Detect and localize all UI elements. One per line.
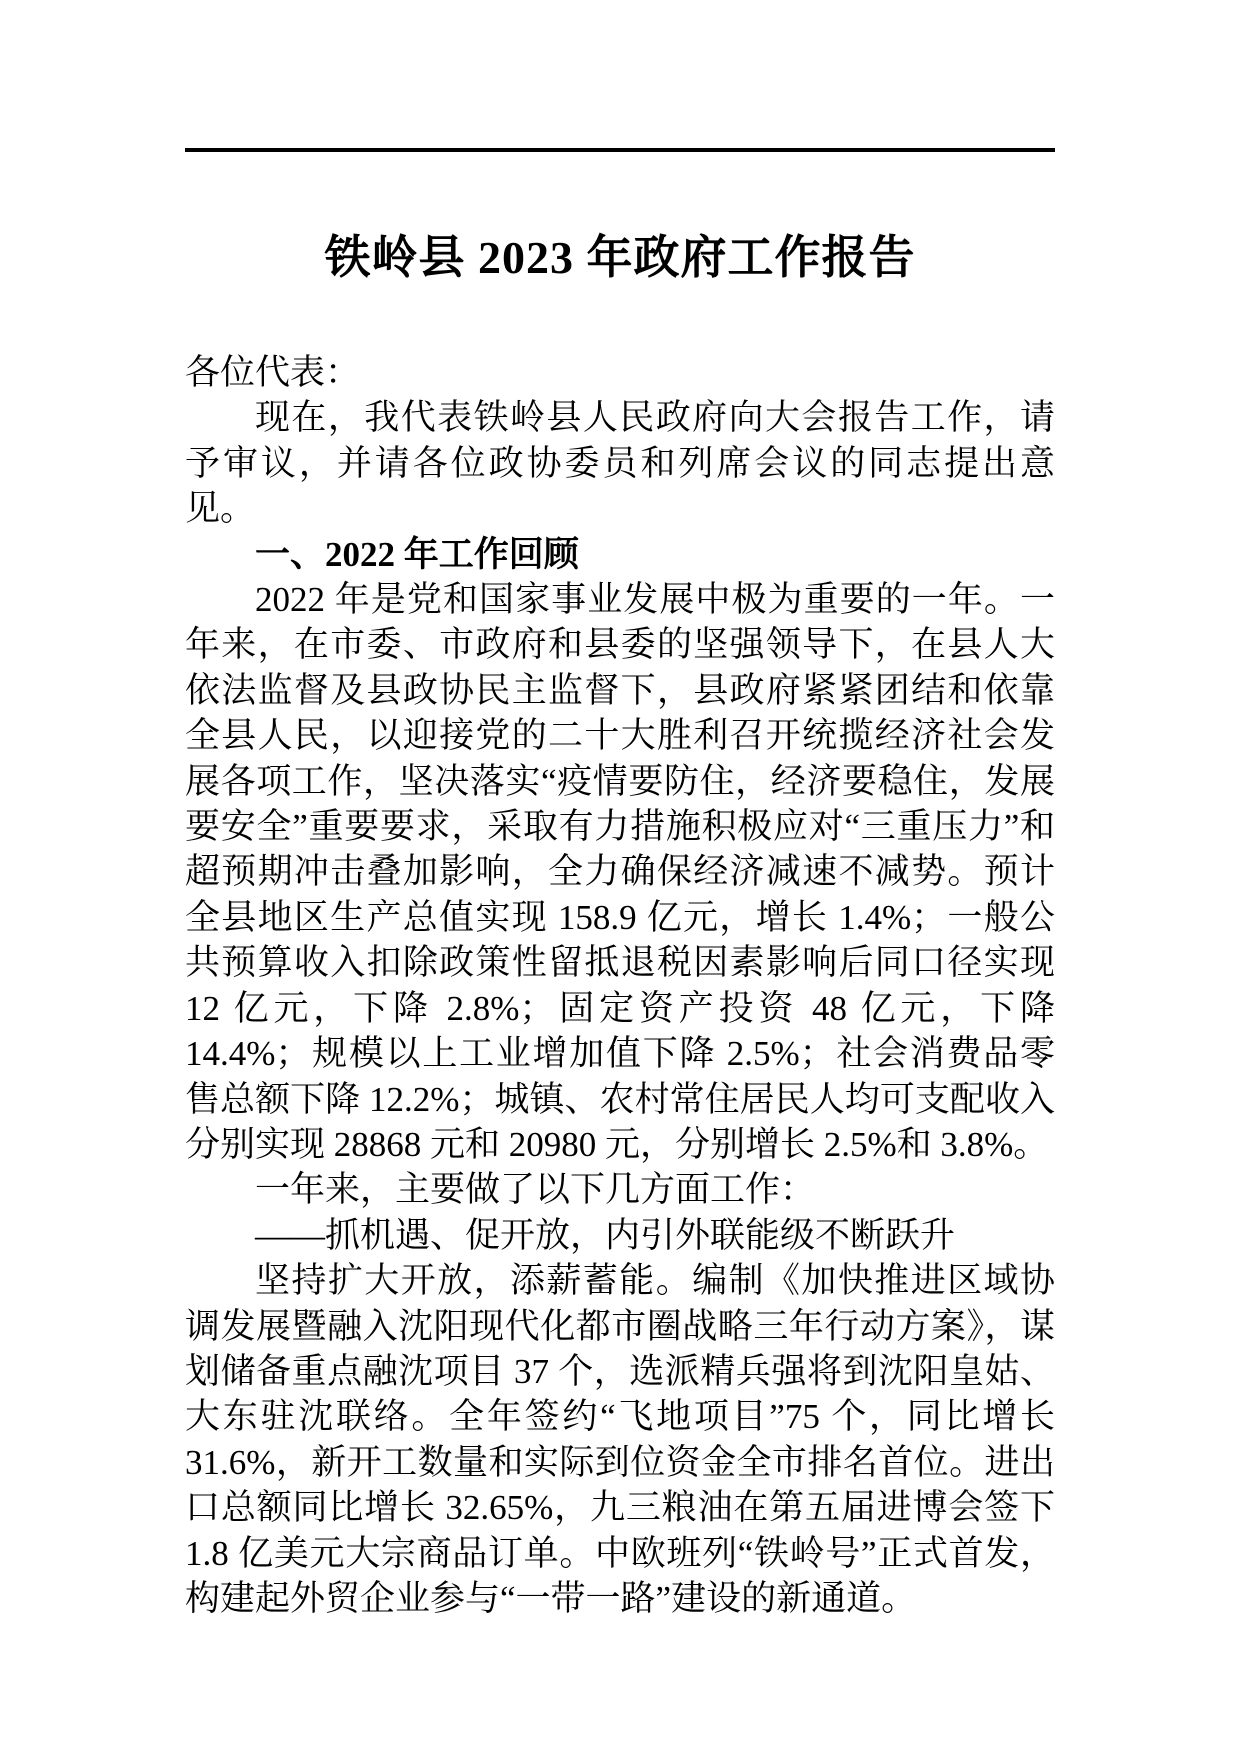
- paragraph-intro: 现在，我代表铁岭县人民政府向大会报告工作，请予审议，并请各位政协委员和列席会议的同志提出意见。: [185, 398, 1055, 529]
- sub-heading-opening-up: ——抓机遇、促开放，内引外联能级不断跃升: [255, 1215, 956, 1255]
- paragraph-work-lead-in: 一年来，主要做了以下几方面工作：: [255, 1170, 816, 1210]
- paragraph-economic-summary: 2022 年是党和国家事业发展中极为重要的一年。一年来，在市委、市政府和县委的坚强领导下，在县人大依法监督及县政协民主监督下，县政府紧紧团结和依靠全县人民，以迎接党的二十大胜利召开统揽经济社会发展各项工作，坚决落实“疫情要防住，经济要稳住，发展要安全”重要要求，采取有力措施积极应对“三重压力”和超预期冲击叠加影响，全力确保经济减速不减势。预计全县地区生产总值实现 158.9 亿元，增长 1.4%；一般公共预算收入扣除政策性留抵退税因素影响后同口径实现 12 亿元，下降 2.8%；固定资产投资 48 亿元，下降 14.4%；规模以上工业增加值下降 2.5%；社会消费品零售总额下降 12.2%；城镇、农村常住居民人均可支配收入分别实现 28868 元和 20980 元，分别增长 2.5%和 3.8%。: [185, 580, 1055, 1164]
- report-title: 铁岭县 2023 年政府工作报告: [324, 232, 916, 283]
- section-heading-2022-review: 一、2022 年工作回顾: [255, 534, 579, 574]
- report-body: [185, 350, 1055, 1621]
- salutation: 各位代表：: [185, 353, 361, 392]
- page-content: [185, 148, 1055, 1621]
- header-rule: [185, 148, 1055, 152]
- paragraph-opening-up-detail: 坚持扩大开放，添薪蓄能。编制《加快推进区域协调发展暨融入沈阳现代化都市圈战略三年行动方案》，谋划储备重点融沈项目 37 个，选派精兵强将到沈阳皇姑、大东驻沈联络。全年签约“飞地项目”75 个，同比增长 31.6%，新开工数量和实际到位资金全市排名首位。进出口总额同比增长 32.65%，九三粮油在第五届进博会签下 1.8 亿美元大宗商品订单。中欧班列“铁岭号”正式首发，构建起外贸企业参与“一带一路”建设的新通道。: [185, 1261, 1055, 1618]
